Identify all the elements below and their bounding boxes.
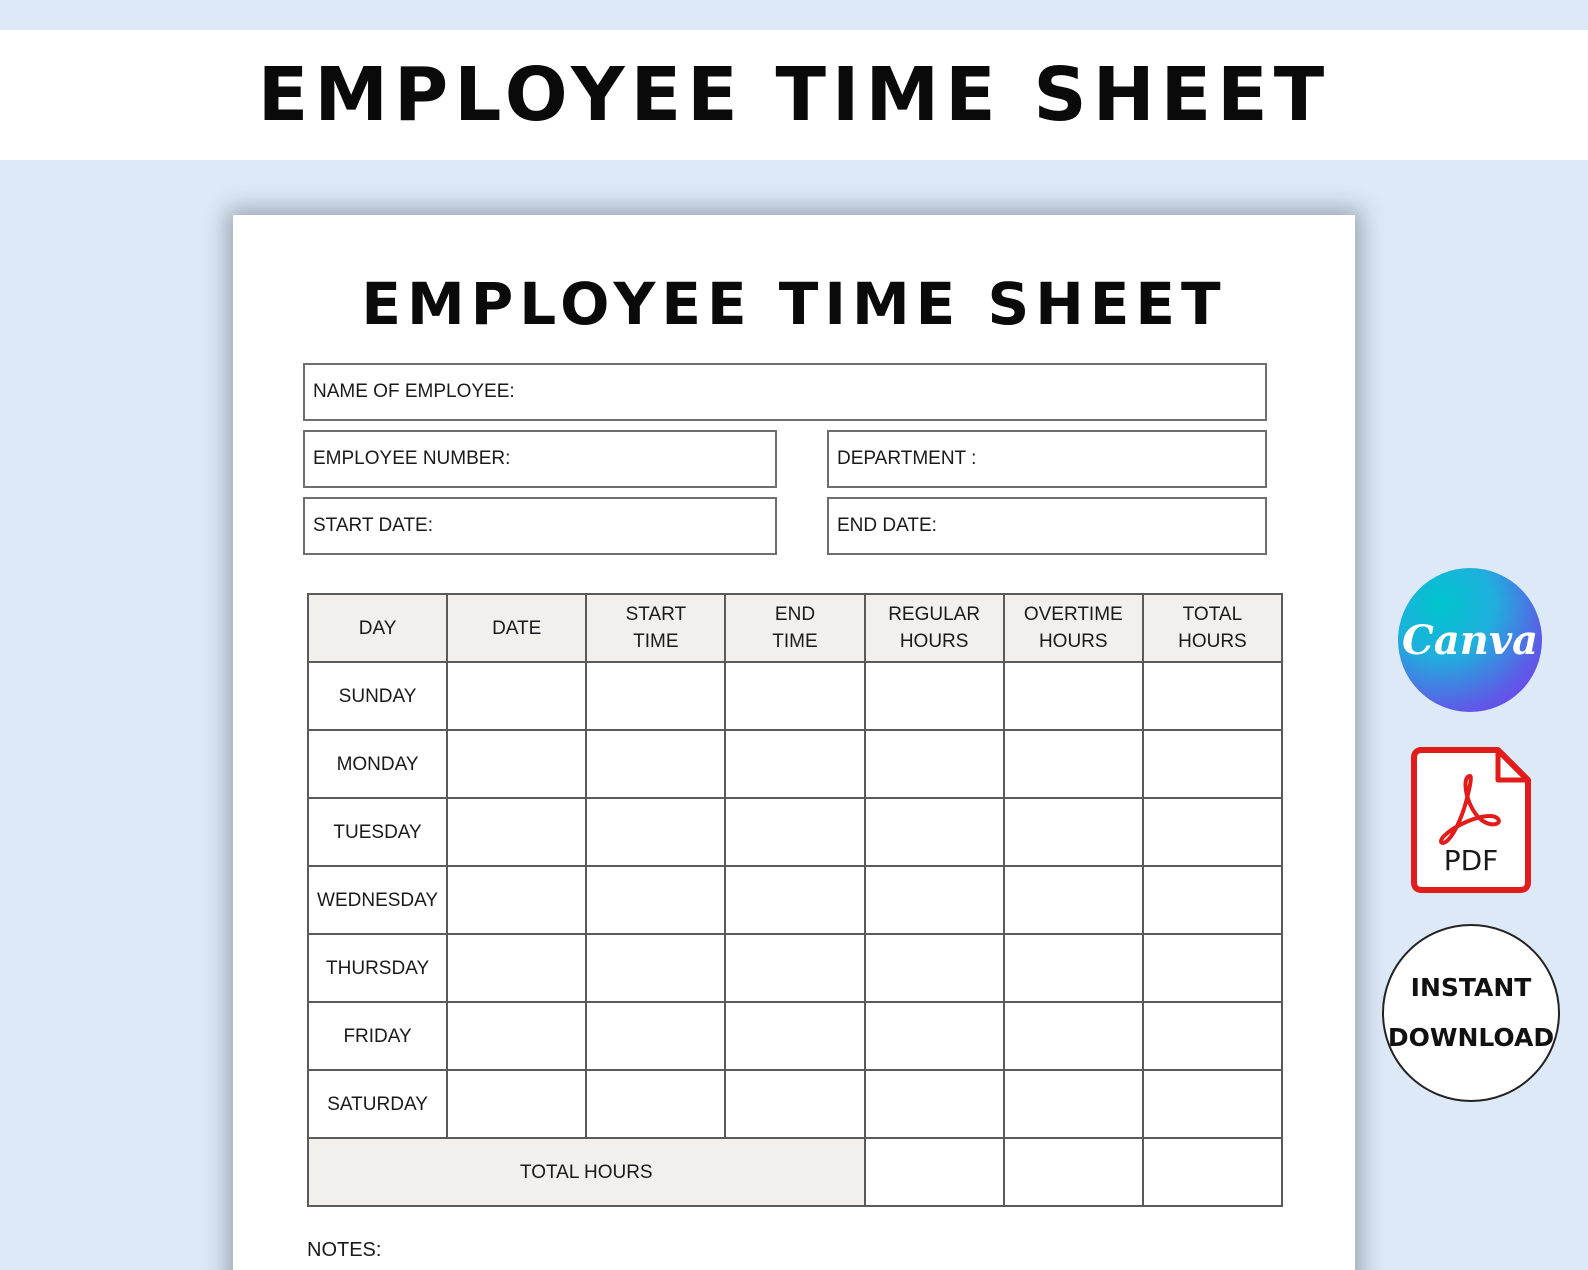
total-hours-label: TOTAL HOURS (308, 1138, 865, 1206)
notes-label: NOTES: (307, 1239, 382, 1261)
overtime-hours-cell[interactable] (1004, 866, 1143, 934)
overtime-hours-cell[interactable] (1004, 730, 1143, 798)
date-cell[interactable] (447, 798, 586, 866)
time-sheet-table (307, 593, 1283, 1207)
overtime-hours-cell[interactable] (1004, 798, 1143, 866)
header-start-time: START TIME (586, 594, 725, 662)
table-row (308, 798, 1282, 866)
day-cell: FRIDAY (308, 1002, 447, 1070)
header-date: DATE (447, 594, 586, 662)
start-time-cell[interactable] (586, 662, 725, 730)
total-hours-cell[interactable] (1143, 662, 1282, 730)
table-row (308, 934, 1282, 1002)
banner (0, 30, 1588, 160)
day-cell: WEDNESDAY (308, 866, 447, 934)
start-time-cell[interactable] (586, 1070, 725, 1138)
regular-hours-cell[interactable] (865, 866, 1004, 934)
start-time-cell[interactable] (586, 934, 725, 1002)
start-date-field[interactable] (303, 497, 777, 555)
start-time-cell[interactable] (586, 866, 725, 934)
download-text: DOWNLOAD (1387, 1023, 1555, 1052)
overtime-hours-total-cell[interactable] (1004, 1138, 1143, 1206)
regular-hours-cell[interactable] (865, 934, 1004, 1002)
overtime-hours-cell[interactable] (1004, 1070, 1143, 1138)
overtime-hours-cell[interactable] (1004, 662, 1143, 730)
time-sheet-page (233, 215, 1355, 1270)
date-cell[interactable] (447, 662, 586, 730)
table-row (308, 1070, 1282, 1138)
overtime-hours-cell[interactable] (1004, 1002, 1143, 1070)
table-header-row (308, 594, 1282, 662)
pdf-icon (1410, 746, 1532, 894)
total-hours-cell[interactable] (1143, 798, 1282, 866)
regular-hours-cell[interactable] (865, 662, 1004, 730)
table-row (308, 866, 1282, 934)
date-cell[interactable] (447, 1002, 586, 1070)
name-of-employee-field[interactable] (303, 363, 1267, 421)
date-cell[interactable] (447, 866, 586, 934)
department-field[interactable] (827, 430, 1267, 488)
day-cell: TUESDAY (308, 798, 447, 866)
end-time-cell[interactable] (725, 730, 864, 798)
table-row (308, 730, 1282, 798)
start-date-label: START DATE: (313, 515, 434, 536)
total-hours-cell[interactable] (1143, 1002, 1282, 1070)
regular-hours-cell[interactable] (865, 1070, 1004, 1138)
start-time-cell[interactable] (586, 1002, 725, 1070)
regular-hours-cell[interactable] (865, 798, 1004, 866)
department-label: DEPARTMENT : (837, 448, 977, 469)
end-time-cell[interactable] (725, 662, 864, 730)
date-cell[interactable] (447, 730, 586, 798)
start-time-cell[interactable] (586, 730, 725, 798)
instant-text: INSTANT (1410, 973, 1532, 1002)
start-time-cell[interactable] (586, 798, 725, 866)
end-date-field[interactable] (827, 497, 1267, 555)
table-row (308, 662, 1282, 730)
banner-title: EMPLOYEE TIME SHEET (257, 52, 1331, 138)
end-time-cell[interactable] (725, 1002, 864, 1070)
end-time-cell[interactable] (725, 798, 864, 866)
end-date-label: END DATE: (837, 515, 937, 536)
canva-logo (1398, 568, 1542, 712)
total-hours-cell[interactable] (1143, 934, 1282, 1002)
total-hours-cell[interactable] (1143, 866, 1282, 934)
canva-logo-text: Canva (1402, 616, 1538, 664)
day-cell: MONDAY (308, 730, 447, 798)
sheet-title: EMPLOYEE TIME SHEET (361, 270, 1227, 338)
end-time-cell[interactable] (725, 866, 864, 934)
header-regular-hours: REGULAR HOURS (865, 594, 1004, 662)
header-day: DAY (308, 594, 447, 662)
name-of-employee-label: NAME OF EMPLOYEE: (313, 381, 515, 402)
pdf-label: PDF (1443, 844, 1499, 877)
header-total-hours: TOTAL HOURS (1143, 594, 1282, 662)
day-cell: THURSDAY (308, 934, 447, 1002)
total-hours-cell[interactable] (1143, 730, 1282, 798)
regular-hours-total-cell[interactable] (865, 1138, 1004, 1206)
date-cell[interactable] (447, 934, 586, 1002)
employee-number-field[interactable] (303, 430, 777, 488)
instant-download-badge (1382, 924, 1560, 1102)
regular-hours-cell[interactable] (865, 730, 1004, 798)
date-cell[interactable] (447, 1070, 586, 1138)
employee-number-label: EMPLOYEE NUMBER: (313, 448, 511, 469)
total-hours-cell[interactable] (1143, 1070, 1282, 1138)
header-overtime-hours: OVERTIME HOURS (1004, 594, 1143, 662)
day-cell: SATURDAY (308, 1070, 447, 1138)
end-time-cell[interactable] (725, 1070, 864, 1138)
table-row (308, 1002, 1282, 1070)
overtime-hours-cell[interactable] (1004, 934, 1143, 1002)
total-hours-total-cell[interactable] (1143, 1138, 1282, 1206)
day-cell: SUNDAY (308, 662, 447, 730)
header-end-time: END TIME (725, 594, 864, 662)
regular-hours-cell[interactable] (865, 1002, 1004, 1070)
total-hours-row (308, 1138, 1282, 1206)
end-time-cell[interactable] (725, 934, 864, 1002)
